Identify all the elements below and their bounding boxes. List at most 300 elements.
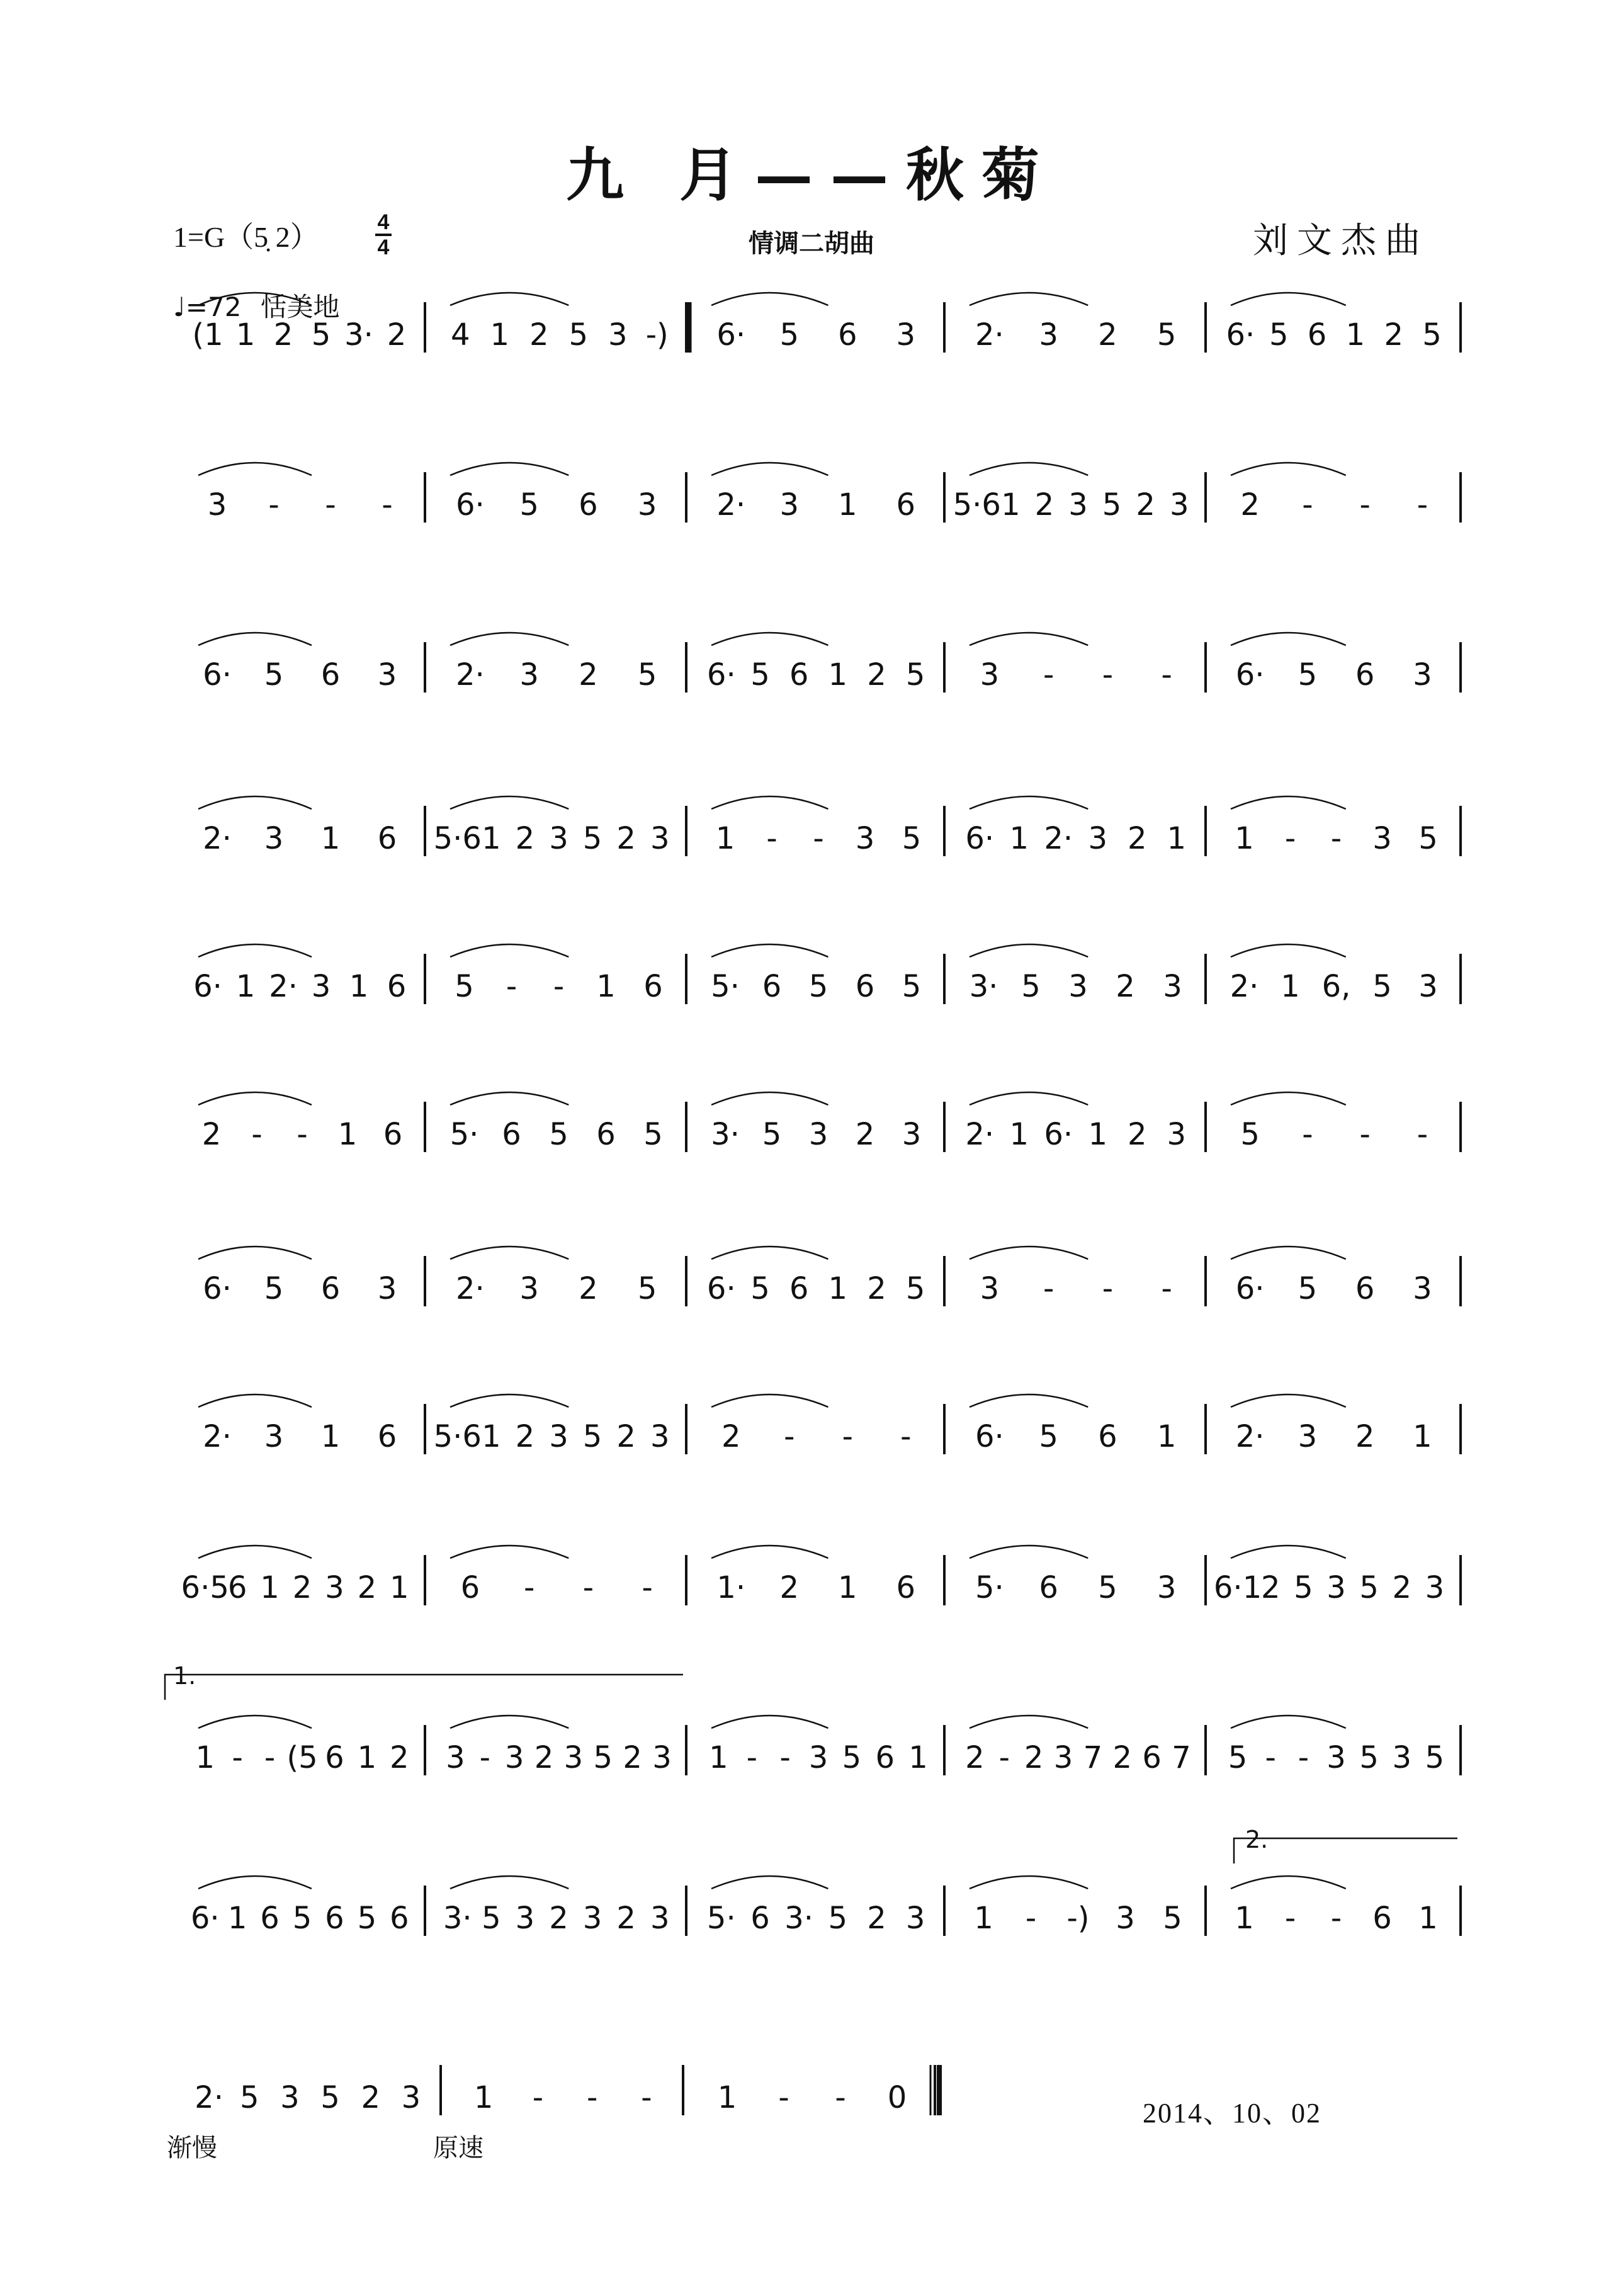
note: 3 [1068,969,1088,1004]
note: 5 [264,1271,284,1306]
note: 2· [269,969,298,1004]
note: 2 [1384,317,1404,353]
slur [711,1394,828,1407]
tempo-value: ♩=72 [173,291,242,322]
note: - [1330,1901,1342,1936]
volta-1-bracket [165,1675,683,1700]
note: - [784,1419,795,1454]
slur [198,1247,312,1259]
slur [970,1546,1088,1558]
note: - [506,969,517,1004]
note: - [813,821,824,856]
note: - [1359,487,1371,523]
slur [450,1876,568,1889]
note: 5 [762,1117,782,1152]
note: 6 [762,969,782,1004]
note: 3 [855,821,875,856]
note: - [297,1117,308,1152]
note: - [1161,657,1172,693]
slur [1231,944,1346,957]
note: 3 [1116,1901,1135,1936]
note: 3 [1425,1570,1445,1605]
note: 2· [455,657,485,693]
note: 6· [193,969,222,1004]
note: 5 [582,1419,602,1454]
note: 3 [980,657,1000,693]
slur [1231,463,1346,475]
note: - [382,487,393,523]
note: 3 [1039,317,1058,353]
slur [1231,1876,1346,1889]
note: 6 [579,487,598,523]
note: 3 [549,821,568,856]
note: 3 [1167,1117,1187,1152]
note: 1 [1167,821,1187,856]
note: 5 [1102,487,1122,523]
note: 3· [784,1901,814,1936]
note: 3 [1088,821,1108,856]
note: 5 [750,1271,770,1306]
note: 2 [534,1740,554,1775]
note: - [778,2080,789,2115]
note: 6· [706,1271,736,1306]
note: - [1025,1901,1037,1936]
note: 1 [596,969,616,1004]
note: 1 [837,1570,857,1605]
note: - [1417,487,1428,523]
note: 1 [974,1901,993,1936]
note: 1 [1001,487,1021,523]
slur [711,1247,828,1259]
note: 3 [446,1740,465,1775]
slur [450,796,568,809]
note: 5 [643,1117,663,1152]
slur [198,1716,312,1728]
slur [970,796,1088,809]
note: 2 [357,1570,377,1605]
note: 2· [203,821,232,856]
note: 1 [490,317,510,353]
slur [198,1876,312,1889]
note: 1 [837,487,857,523]
note: 6 [1039,1570,1058,1605]
note: 1 [337,1117,358,1152]
note: 3 [1372,821,1392,856]
note: 6 [377,821,397,856]
note: 3 [549,1419,568,1454]
note: 3 [1392,1740,1412,1775]
note: - [1298,1740,1309,1775]
note: 5· [450,1117,479,1152]
note: 5 [828,1901,848,1936]
note: - [1284,1901,1296,1936]
note: 3 [905,1901,925,1936]
note: 5 [637,1271,657,1306]
note: 5 [1269,317,1289,353]
slur [450,944,568,957]
slur [1231,796,1346,809]
note: 7 [1172,1740,1191,1775]
note: 6 [750,1901,770,1936]
note: 2 [855,1117,875,1152]
note: 2· [1044,821,1073,856]
slur [450,1394,568,1407]
note: 1 [482,1419,501,1454]
note: - [1330,821,1342,856]
note: 3 [207,487,227,523]
note: 6 [390,1901,409,1936]
note: 1 [482,821,501,856]
note: 6 [896,1570,916,1605]
note: 2 [549,1901,568,1936]
note: 6· [716,317,746,353]
note: 1 [390,1570,409,1605]
note: 2 [579,657,598,693]
note: 6 [837,317,857,353]
note: 6 [320,657,341,693]
volta-2-label: 2. [1245,1826,1269,1853]
ritardando-marking: 渐慢 [167,2134,217,2163]
note: 6· [190,1901,220,1936]
note: 3 [582,1901,602,1936]
note: 2· [975,317,1004,353]
note: 3 [1326,1740,1346,1775]
note: 5 [1359,1740,1379,1775]
slur [450,1546,568,1558]
key-signature: 1=G（5̣ 2） [173,221,319,253]
note: 6 [855,969,875,1004]
note: 1 [1009,1117,1029,1152]
note: 3 [652,1740,672,1775]
note: - [325,487,336,523]
note: - [251,1117,263,1152]
subtitle: 情调二胡曲 [749,229,874,258]
note: 2 [292,1570,312,1605]
note: 1 [715,821,735,856]
note: - [842,1419,853,1454]
slur [198,796,312,809]
note: 2 [515,1419,535,1454]
slur [1231,1546,1346,1558]
note: 2 [390,1740,409,1775]
note: 2 [867,1271,886,1306]
volta-1-label: 1. [173,1662,196,1690]
note: 1 [227,1901,247,1936]
slur [450,1716,568,1728]
slur [970,1394,1088,1407]
note: 6 [502,1117,521,1152]
note: 5 [1021,969,1041,1004]
note: 0 [887,2080,907,2115]
note: 6 [875,1740,895,1775]
slur [970,1092,1088,1105]
note: 3 [808,1117,828,1152]
note: 2· [195,2080,223,2115]
note: 3 [1068,487,1088,523]
note: 2 [387,317,407,353]
note: 5 [320,2080,340,2115]
note: 1· [716,1570,746,1605]
note: 6 [789,1271,809,1306]
note: 2 [515,821,535,856]
note: 4 [450,317,470,353]
note: - [232,1740,243,1775]
note: 2 [623,1740,642,1775]
note: 2 [867,1901,886,1936]
note: 3· [711,1117,740,1152]
note: 6· [1235,657,1265,693]
slur [450,633,568,645]
note: 5 [750,657,770,693]
note: 2 [965,1740,985,1775]
note: 1 [1009,821,1029,856]
note: 2 [1355,1419,1375,1454]
note: 2· [716,487,746,523]
note: 2 [1024,1740,1044,1775]
note: 6 [1307,317,1327,353]
note: 5 [593,1740,613,1775]
note: 2 [779,1570,800,1605]
note: 1 [235,969,256,1004]
note: 3 [779,487,800,523]
note: 5 [1422,317,1442,353]
note: 3 [1298,1419,1318,1454]
note: 3· [969,969,998,1004]
note: 3 [896,317,916,353]
note: - [479,1740,490,1775]
note: 3 [504,1740,524,1775]
note: 1 [828,1271,848,1306]
note: 2 [273,317,293,353]
note: 2 [616,1419,636,1454]
note: 2 [1260,1570,1281,1605]
note: - [766,821,778,856]
note: 5 [1372,969,1392,1004]
note: 3 [1418,969,1438,1004]
note: 2 [1098,317,1117,353]
slur [711,633,828,645]
note: - [1417,1117,1428,1152]
note: 5 [1294,1570,1313,1605]
slur [198,1546,312,1558]
note: 6 [1355,1271,1375,1306]
note: 3 [264,821,284,856]
note: - [1043,657,1055,693]
note: 6· [455,487,485,523]
slur [711,1546,828,1558]
slur [711,1716,828,1728]
note: 5·6 [953,487,1001,523]
note: 2· [203,1419,232,1454]
note: 1 [320,1419,341,1454]
note: 6 [325,1740,344,1775]
mood-marking: 恬美地 [260,291,340,322]
note: 2 [616,1901,636,1936]
note: 5 [482,1901,501,1936]
note: 2· [1235,1419,1265,1454]
note: 6 [1355,657,1375,693]
note: 5 [292,1901,312,1936]
slur [970,463,1088,475]
note: 6· [706,657,736,693]
slur [1231,1092,1346,1105]
slur [450,1092,568,1105]
note: 2 [1112,1740,1133,1775]
slur [970,633,1088,645]
note: 5 [1359,1570,1379,1605]
note: 3 [519,657,539,693]
note: 1 [908,1740,928,1775]
note: 6, [1321,969,1351,1004]
note: 6·5 [181,1570,229,1605]
note: 3 [1163,969,1182,1004]
note: 5 [808,969,828,1004]
note: 1 [1156,1419,1177,1454]
slur [711,944,828,957]
note: 1 [473,2080,494,2115]
note: - [1302,1117,1313,1152]
note: 5· [706,1901,736,1936]
note: 3 [515,1901,535,1936]
note: 3 [563,1740,584,1775]
slur [970,1247,1088,1259]
note: 1 [1235,1901,1254,1936]
note: 6·1 [1213,1570,1262,1605]
slur [1231,1394,1346,1407]
note: - [1265,1740,1276,1775]
note: - [1043,1271,1055,1306]
note: 3 [808,1740,828,1775]
note: 3· [344,317,373,353]
note: 6 [260,1901,280,1936]
note: 3 [650,821,670,856]
note: 6 [387,969,407,1004]
slur [198,1092,312,1105]
note: 3 [650,1419,670,1454]
note: 2 [1034,487,1055,523]
note: 2 [867,657,886,693]
note: 5 [905,657,925,693]
note: 6 [896,487,916,523]
slur [970,293,1088,305]
note: 6 [383,1117,403,1152]
note: 5 [1298,1271,1318,1306]
note: 5·6 [433,1419,482,1454]
note: 5 [239,2080,259,2115]
slur [970,1716,1088,1728]
note: 6 [596,1117,616,1152]
a-tempo-marking: 原速 [433,2134,484,2163]
note: - [1359,1117,1371,1152]
note: 5 [905,1271,925,1306]
note: 1 [320,821,341,856]
slur [711,1092,828,1105]
note: - [779,1740,791,1775]
note: 6· [203,657,232,693]
note: 2· [1230,969,1259,1004]
note: - [532,2080,544,2115]
note: 5 [1418,821,1438,856]
note: - [1161,1271,1172,1306]
slur [198,293,312,305]
note: 2· [455,1271,485,1306]
note: 5·6 [433,821,482,856]
note: - [553,969,565,1004]
note: 5 [902,821,922,856]
note: 5 [1228,1740,1248,1775]
composer: 刘文杰曲 [1253,220,1429,261]
note: 3 [1326,1570,1346,1605]
note: 5 [1163,1901,1182,1936]
note: 1 [357,1740,377,1775]
note: 2 [529,317,549,353]
slur [970,944,1088,957]
note: 5 [582,821,602,856]
note: 3 [980,1271,1000,1306]
note: 2 [721,1419,741,1454]
note: -) [1066,1901,1090,1936]
note: 2 [1240,487,1260,523]
note: 2 [579,1271,598,1306]
note: - [1284,821,1296,856]
note: 3 [1413,1271,1432,1306]
note: 1 [1418,1901,1438,1936]
note: - [1102,657,1114,693]
note: 3 [650,1901,670,1936]
note: 6· [203,1271,232,1306]
note: 3 [264,1419,284,1454]
note: - [642,1570,653,1605]
slur [711,293,828,305]
note: - [835,2080,846,2115]
note: 6· [1226,317,1255,353]
slur [198,944,312,957]
slur [711,796,828,809]
note: - [268,487,280,523]
note: 6· [1044,1117,1073,1152]
note: 1 [1281,969,1300,1004]
note: 3 [280,2080,300,2115]
note: 5 [1425,1740,1445,1775]
note: 1 [1235,821,1254,856]
note: 5 [1298,657,1318,693]
note: 5 [568,317,589,353]
note: 1 [260,1570,280,1605]
note: 5· [711,969,740,1004]
note: 1 [717,2080,737,2115]
slur [711,1876,828,1889]
note: 2 [1136,487,1155,523]
note: - [900,1419,912,1454]
note: 5 [1098,1570,1117,1605]
note: - [523,1570,535,1605]
note: 5 [1240,1117,1260,1152]
note: 5 [902,969,922,1004]
note: 5· [975,1570,1004,1605]
time-signature-bottom: 4 [377,235,390,259]
slur [711,463,828,475]
note: - [746,1740,757,1775]
note: 2 [1127,821,1147,856]
slur [450,463,568,475]
note: 2 [1392,1570,1412,1605]
composition-date: 2014、10、02 [1143,2098,1321,2129]
note: - [582,1570,594,1605]
note: 5 [455,969,474,1004]
note: 3 [519,1271,539,1306]
note: 5 [549,1117,568,1152]
note: 3 [637,487,657,523]
